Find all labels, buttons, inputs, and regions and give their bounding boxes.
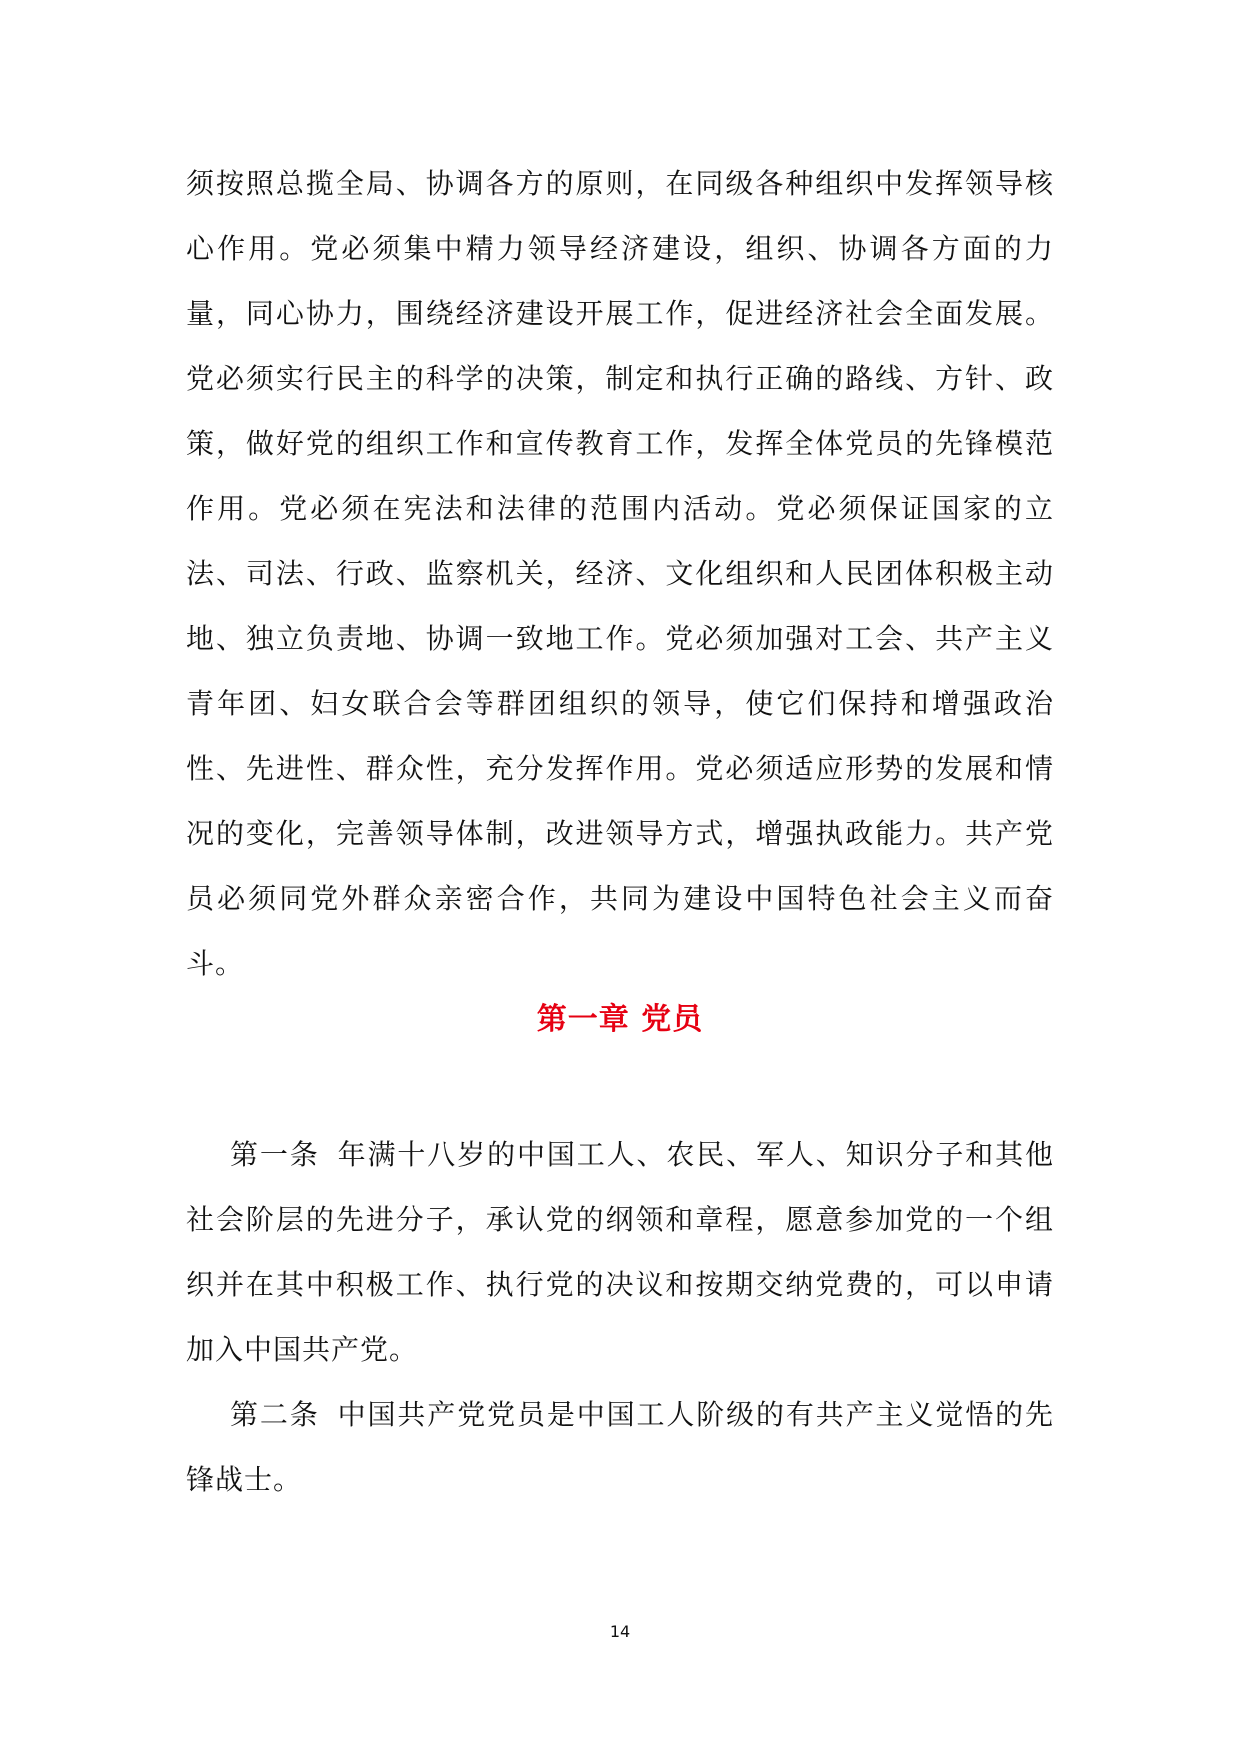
article-paragraph <box>186 1382 1054 1512</box>
continuation-paragraph: 须按照总揽全局、协调各方的原则，在同级各种组织中发挥领导核心作用。党必须集中精力领导经济建设，组织、协调各方面的力量，同心协力，围绕经济建设开展工作，促进经济社会全面发展。党必须实行民主的科学的决策，制定和执行正确的路线、方针、政策，做好党的组织工作和宣传教育工作，发挥全体党员的先锋模范作用。党必须在宪法和法律的范围内活动。党必须保证国家的立法、司法、行政、监察机关，经济、文化组织和人民团体积极主动地、独立负责地、协调一致地工作。党必须加强对工会、共产主义青年团、妇女联合会等群团组织的领导，使它们保持和增强政治性、先进性、群众性，充分发挥作用。党必须适应形势的发展和情况的变化，完善领导体制，改进领导方式，增强执政能力。共产党员必须同党外群众亲密合作，共同为建设中国特色社会主义而奋斗。 <box>186 167 1054 980</box>
article-label: 第二条 <box>230 1398 320 1431</box>
article-text: 中国共产党党员是中国工人阶级的有共产主义觉悟的先锋战士。 <box>186 1398 1054 1496</box>
article-paragraph <box>186 1122 1054 1382</box>
chapter-heading: 第一章 党员 <box>536 1002 704 1037</box>
page-number: 14 <box>609 1622 631 1641</box>
article-text: 年满十八岁的中国工人、农民、军人、知识分子和其他社会阶层的先进分子，承认党的纲领和章程，愿意参加党的一个组织并在其中积极工作、执行党的决议和按期交纳党费的，可以申请加入中国共产党。 <box>186 1138 1054 1366</box>
article-label: 第一条 <box>230 1138 320 1171</box>
